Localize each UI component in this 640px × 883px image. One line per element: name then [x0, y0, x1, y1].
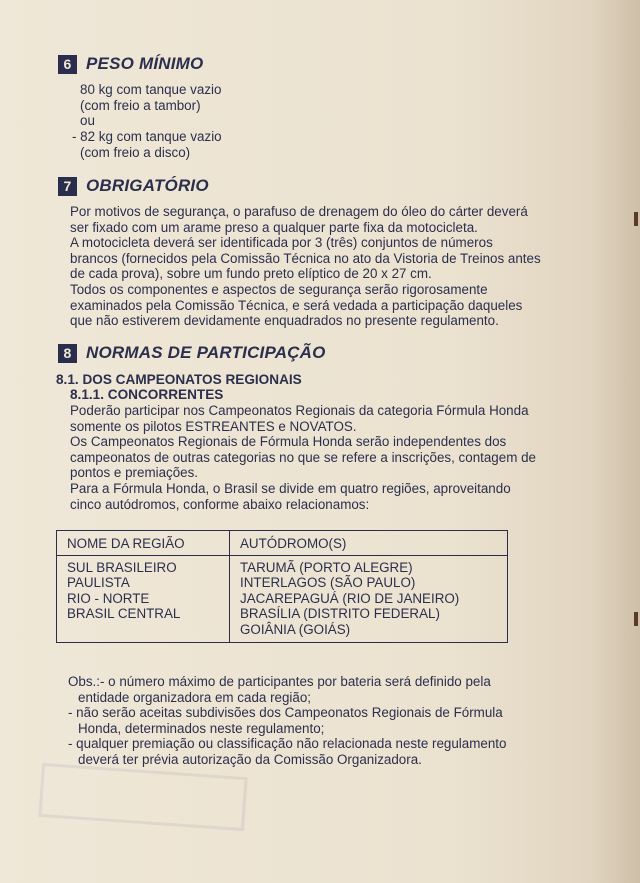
obs-line: Honda, determinados neste regulamento;	[78, 720, 325, 736]
text-line: pontos e premiações.	[70, 465, 199, 481]
text-line: ser fixado com um arame preso a qualquer parte fixa da motocicleta.	[70, 219, 478, 235]
region-item: PAULISTA	[67, 575, 130, 591]
table-body-row	[57, 555, 508, 642]
header-autodromo: AUTÓDROMO(S)	[230, 531, 508, 556]
autodromo-item: JACAREPAGUÁ (RIO DE JANEIRO)	[240, 590, 460, 606]
section-title: OBRIGATÓRIO	[86, 176, 209, 195]
section-title: PESO MÍNIMO	[86, 54, 204, 73]
obs-line: deverá ter prévia autorização da Comissão Organizadora.	[78, 751, 422, 767]
text-line: Poderão participar nos Campeonatos Regionais da categoria Fórmula Honda	[70, 403, 529, 418]
faded-stamp-mark	[38, 763, 247, 831]
autodromo-item: INTERLAGOS (SÃO PAULO)	[240, 575, 416, 591]
edge-mark	[634, 212, 638, 226]
table-header-row	[57, 531, 508, 556]
section-7-body	[70, 204, 541, 329]
text-line: Todos os componentes e aspectos de segurança serão rigorosamente	[70, 281, 488, 297]
text-line: Por motivos de segurança, o parafuso de drenagem do óleo do cárter deverá	[70, 204, 528, 219]
subsection-8-1-title: 8.1. DOS CAMPEONATOS REGIONAIS	[56, 372, 302, 387]
text-line: de cada prova), sobre um fundo preto elíptico de 20 x 27 cm.	[70, 266, 432, 282]
text-line: examinados pela Comissão Técnica, e será vedada a participação daqueles	[70, 297, 523, 313]
text-line: somente os pilotos ESTREANTES e NOVATOS.	[70, 418, 357, 434]
text-line: que não estiverem devidamente enquadrados no presente regulamento.	[70, 313, 499, 329]
section-6-heading	[58, 54, 203, 74]
autodromo-item: GOIÂNIA (GOIÁS)	[240, 621, 351, 637]
region-item: SUL BRASILEIRO	[67, 559, 177, 575]
observations	[68, 674, 506, 768]
regions-table	[56, 530, 508, 643]
subsection-8-1-1-title: 8.1.1. CONCORRENTES	[70, 387, 224, 402]
text-line: 80 kg com tanque vazio	[80, 82, 222, 97]
section-6-body	[80, 82, 221, 129]
section-number-badge: 6	[58, 55, 77, 74]
obs-line: - qualquer premiação ou classificação não relacionada neste regulamento	[68, 736, 507, 752]
header-region: NOME DA REGIÃO	[57, 531, 230, 556]
region-list	[57, 555, 230, 642]
text-line: A motocicleta deverá ser identificada por 3 (três) conjuntos de números	[70, 235, 493, 251]
edge-mark	[634, 612, 638, 626]
text-line: cinco autódromos, conforme abaixo relacionamos:	[70, 496, 370, 512]
section-6-body-dash	[72, 129, 222, 145]
text-line: (com freio a tambor)	[80, 97, 201, 113]
section-7-heading	[58, 176, 209, 196]
obs-line: entidade organizadora em cada região;	[78, 689, 312, 705]
text-line: (com freio a disco)	[80, 145, 191, 160]
text-line: campeonatos de outras categorias no que se refere a inscrições, contagem de	[70, 449, 536, 465]
obs-line: Obs.:- o número máximo de participantes por bateria será definido pela	[68, 674, 491, 689]
section-6-body-end	[80, 145, 190, 161]
text-line: brancos (fornecidos pela Comissão Técnica no ato da Vistoria de Treinos antes	[70, 250, 541, 266]
section-8-body	[70, 403, 536, 512]
autodromo-list	[230, 555, 508, 642]
text-line: Para a Fórmula Honda, o Brasil se divide em quatro regiões, aproveitando	[70, 480, 511, 496]
section-number-badge: 7	[58, 177, 77, 196]
section-8-heading	[58, 343, 326, 363]
text-line: Os Campeonatos Regionais de Fórmula Honda serão independentes dos	[70, 434, 507, 450]
autodromo-item: BRASÍLIA (DISTRITO FEDERAL)	[240, 606, 440, 622]
section-number-badge: 8	[58, 344, 77, 363]
obs-line: - não serão aceitas subdivisões dos Campeonatos Regionais de Fórmula	[68, 705, 503, 721]
section-title: NORMAS DE PARTICIPAÇÃO	[86, 343, 326, 362]
text-line: ou	[80, 113, 95, 129]
region-item: RIO - NORTE	[67, 590, 150, 606]
text-line: - 82 kg com tanque vazio	[72, 129, 222, 144]
region-item: BRASIL CENTRAL	[67, 606, 181, 622]
autodromo-item: TARUMÃ (PORTO ALEGRE)	[240, 559, 413, 575]
